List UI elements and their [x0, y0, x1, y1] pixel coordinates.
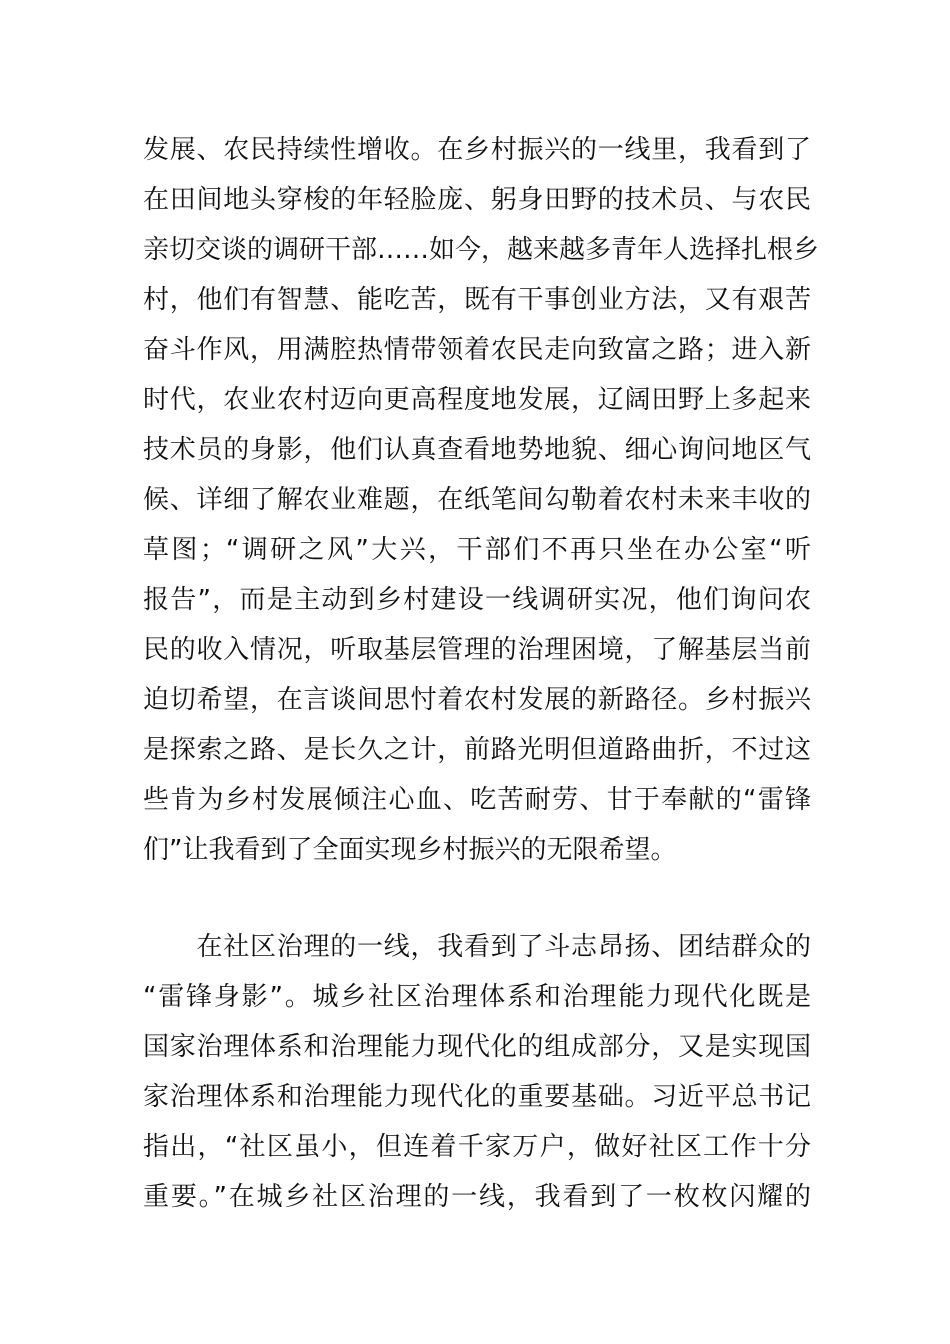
text-line: 报告”，而是主动到乡村建设一线调研实况，他们询问农 — [143, 585, 811, 615]
text-line: 们”让我看到了全面实现乡村振兴的无限希望。 — [143, 835, 677, 865]
text-line: 重要。”在城乡社区治理的一线，我看到了一枚枚闪耀的 — [143, 1182, 811, 1212]
text-line: 迫切希望，在言谈间思忖着农村发展的新路径。乡村振兴 — [143, 685, 811, 715]
text-line: 指出，“社区虽小，但连着千家万户，做好社区工作十分 — [143, 1132, 811, 1162]
text-line: 草图；“调研之风”大兴，干部们不再只坐在办公室“听 — [143, 535, 811, 565]
text-line: 技术员的身影，他们认真查看地势地貌、细心询问地区气 — [143, 435, 811, 465]
text-line: “雷锋身影”。城乡社区治理体系和治理能力现代化既是 — [143, 982, 811, 1012]
text-line: 些肯为乡村发展倾注心血、吃苦耐劳、甘于奉献的“雷锋 — [143, 785, 811, 815]
text-line: 奋斗作风，用满腔热情带领着农民走向致富之路；进入新 — [143, 335, 811, 365]
paragraph-rural-revitalization — [143, 125, 820, 875]
paragraph-community-governance — [143, 922, 811, 1222]
text-line: 家治理体系和治理能力现代化的重要基础。习近平总书记 — [143, 1082, 811, 1112]
text-line: 在社区治理的一线，我看到了斗志昂扬、团结群众的 — [143, 932, 811, 962]
text-line: 国家治理体系和治理能力现代化的组成部分，又是实现国 — [143, 1032, 811, 1062]
text-line: 发展、农民持续性增收。在乡村振兴的一线里，我看到了 — [143, 135, 811, 165]
text-line: 村，他们有智慧、能吃苦，既有干事创业方法，又有艰苦 — [143, 285, 811, 315]
text-line: 亲切交谈的调研干部……如今，越来越多青年人选择扎根乡 — [143, 235, 820, 265]
text-line: 民的收入情况，听取基层管理的治理困境，了解基层当前 — [143, 635, 811, 665]
text-line: 是探索之路、是长久之计，前路光明但道路曲折，不过这 — [143, 735, 811, 765]
text-line: 时代，农业农村迈向更高程度地发展，辽阔田野上多起来 — [143, 385, 811, 415]
text-line: 在田间地头穿梭的年轻脸庞、躬身田野的技术员、与农民 — [143, 185, 811, 215]
text-line: 候、详细了解农业难题，在纸笔间勾勒着农村未来丰收的 — [143, 485, 811, 515]
